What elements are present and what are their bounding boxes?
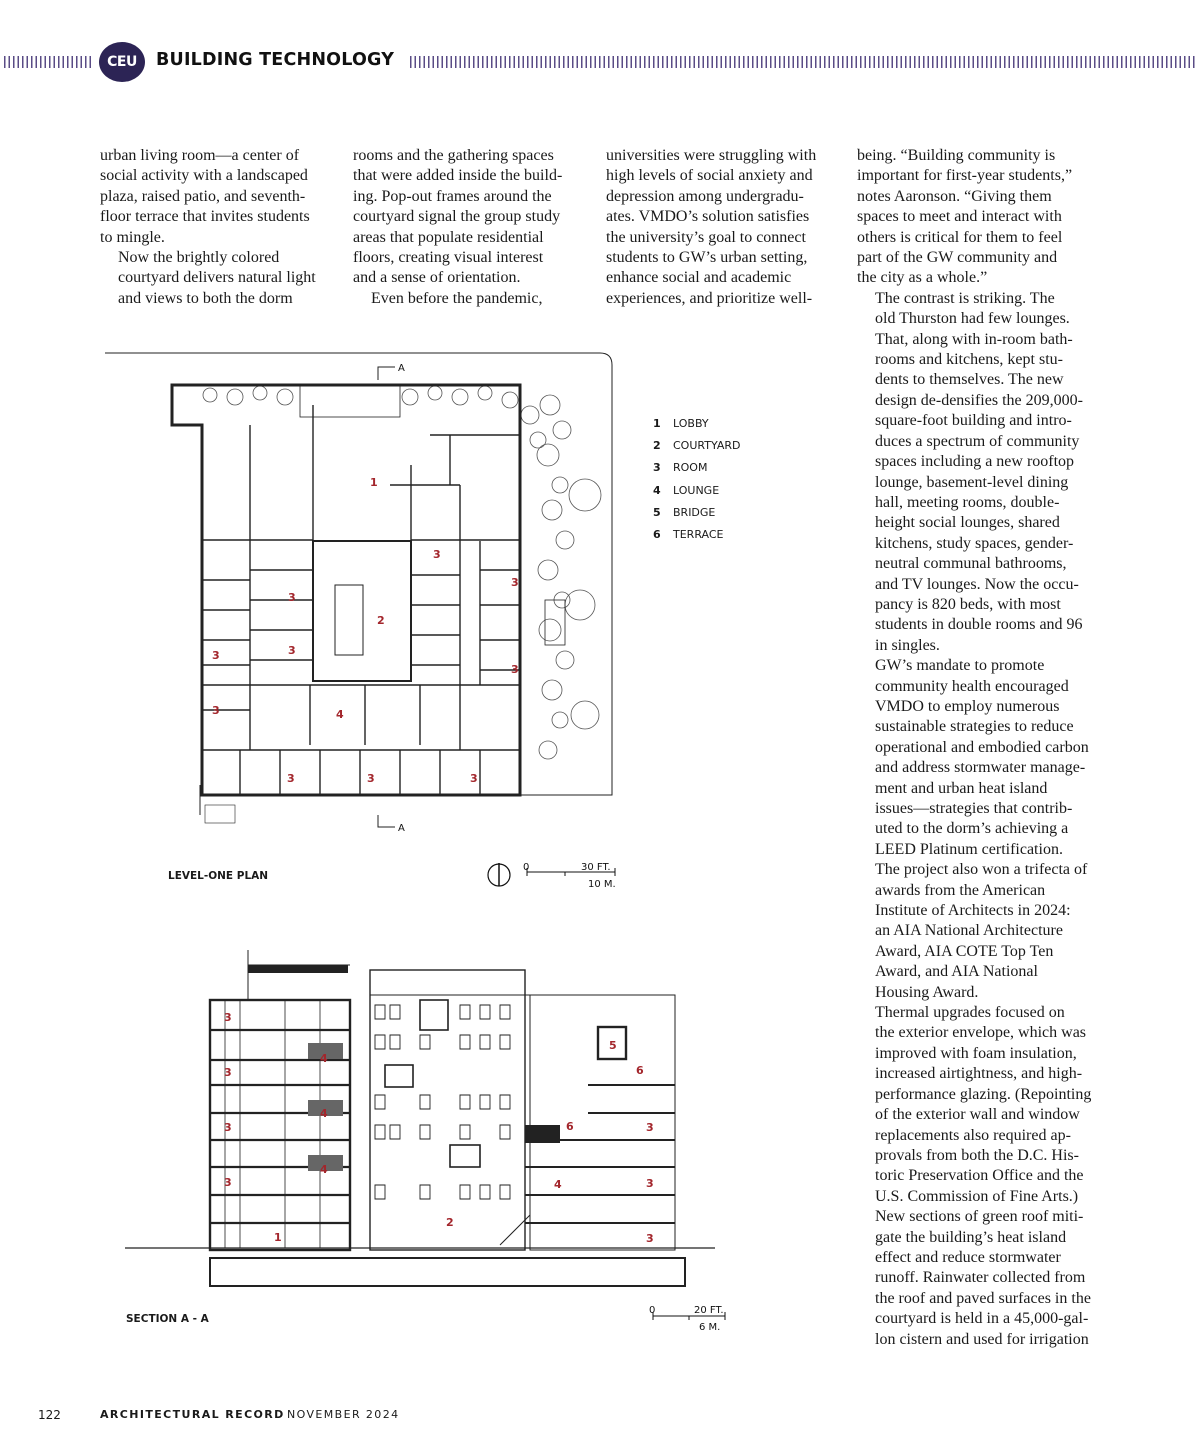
section-room-number: 3 xyxy=(224,1011,232,1024)
text-line: students in double rooms and 96 xyxy=(875,616,1083,634)
section-a-a-drawing xyxy=(120,945,720,1290)
text-line: design de-densifies the 209,000- xyxy=(875,391,1083,409)
header-rule-left xyxy=(4,56,92,68)
body-paragraph xyxy=(857,656,1097,1003)
legend-label: COURTYARD xyxy=(673,439,741,453)
body-paragraph xyxy=(100,248,335,309)
text-line: plaza, raised patio, and seventh- xyxy=(100,187,306,205)
text-line: part of the GW community and xyxy=(857,249,1058,267)
text-line: Now the brightly colored xyxy=(118,249,280,267)
body-paragraph xyxy=(857,289,1097,656)
text-line: New sections of green roof miti- xyxy=(875,1208,1084,1226)
text-line: lounge, basement-level dining xyxy=(875,473,1069,491)
text-line: gate the building’s heat island xyxy=(875,1228,1067,1246)
text-line: that were added inside the build- xyxy=(353,167,563,185)
text-line: sustainable strategies to reduce xyxy=(875,718,1074,736)
text-line: awards from the American xyxy=(875,881,1046,899)
plan-room-number: 3 xyxy=(367,772,375,785)
header-rule-right xyxy=(410,56,1196,68)
text-line: neutral communal bathrooms, xyxy=(875,555,1067,573)
section-room-number: 3 xyxy=(224,1176,232,1189)
plan-room-number: 3 xyxy=(212,704,220,717)
text-column-4 xyxy=(857,146,1097,1350)
text-line: That, along with in-room bath- xyxy=(875,330,1073,348)
plan-room-number: 3 xyxy=(288,591,296,604)
body-paragraph xyxy=(353,289,588,309)
text-line: and views to both the dorm xyxy=(118,289,293,307)
section-scale-bar xyxy=(645,1300,735,1335)
section-room-number: 3 xyxy=(224,1066,232,1079)
text-line: GW’s mandate to promote xyxy=(875,657,1045,675)
text-line: in singles. xyxy=(875,636,940,654)
text-line: social activity with a landscaped xyxy=(100,167,308,185)
text-column-2 xyxy=(353,146,588,309)
text-line: improved with foam insulation, xyxy=(875,1044,1077,1062)
text-line: old Thurston had few lounges. xyxy=(875,310,1070,328)
text-line: areas that populate residential xyxy=(353,228,544,246)
text-line: toric Preservation Office and the xyxy=(875,1167,1084,1185)
legend-number: 2 xyxy=(653,439,661,453)
text-line: floors, creating visual interest xyxy=(353,249,544,267)
page-number: 122 xyxy=(38,1408,61,1422)
plan-room-number: 3 xyxy=(470,772,478,785)
section-room-number: 3 xyxy=(646,1232,654,1245)
text-line: ing. Pop-out frames around the xyxy=(353,187,552,205)
text-line: duces a spectrum of community xyxy=(875,432,1080,450)
text-line: the roof and paved surfaces in the xyxy=(875,1289,1091,1307)
legend-label: LOBBY xyxy=(673,417,709,430)
text-line: others is critical for them to feel xyxy=(857,228,1063,246)
section-marker-top: A xyxy=(398,363,405,374)
legend-item xyxy=(653,461,740,483)
text-line: U.S. Commission of Fine Arts.) xyxy=(875,1187,1079,1205)
text-line: enhance social and academic xyxy=(606,269,792,287)
text-line: LEED Platinum certification. xyxy=(875,840,1063,858)
text-line: depression among undergradu- xyxy=(606,187,804,205)
magazine-name: ARCHITECTURAL RECORD xyxy=(100,1408,285,1421)
text-column-3 xyxy=(606,146,841,309)
section-scale-feet: 20 FT. xyxy=(694,1305,724,1316)
plan-scale-zero: 0 xyxy=(523,862,530,873)
text-line: the exterior envelope, which was xyxy=(875,1024,1087,1042)
section-room-number: 6 xyxy=(566,1120,574,1133)
plan-scale-meters: 10 M. xyxy=(588,879,616,890)
plan-room-number: 1 xyxy=(370,476,378,489)
ceu-badge: CEU xyxy=(99,42,145,82)
text-line: ates. VMDO’s solution satisfies xyxy=(606,208,810,226)
text-line: effect and reduce stormwater xyxy=(875,1248,1061,1266)
section-room-number: 3 xyxy=(646,1177,654,1190)
text-line: urban living room—a center of xyxy=(100,147,300,164)
text-line: height social lounges, shared xyxy=(875,514,1060,532)
section-scale-meters: 6 M. xyxy=(699,1322,721,1333)
text-line: uted to the dorm’s achieving a xyxy=(875,820,1069,838)
legend-item xyxy=(653,417,740,439)
text-line: spaces including a new rooftop xyxy=(875,453,1075,471)
body-paragraph xyxy=(353,146,588,289)
text-line: operational and embodied carbon xyxy=(875,738,1089,756)
text-line: courtyard delivers natural light xyxy=(118,269,316,287)
legend-number: 4 xyxy=(653,483,661,497)
text-line: students to GW’s urban setting, xyxy=(606,249,808,267)
text-line: Award, and AIA National xyxy=(875,963,1038,981)
section-room-number: 2 xyxy=(446,1216,454,1229)
text-line: dents to themselves. The new xyxy=(875,371,1064,389)
text-line: universities were struggling with xyxy=(606,147,817,164)
legend-item xyxy=(653,484,740,506)
level-one-plan-drawing xyxy=(100,345,620,850)
legend-label: ROOM xyxy=(673,461,708,475)
text-line: of the exterior wall and window xyxy=(875,1106,1080,1124)
text-line: high levels of social anxiety and xyxy=(606,167,813,185)
issue-date: NOVEMBER 2024 xyxy=(287,1408,400,1421)
text-line: performance glazing. (Repointing xyxy=(875,1085,1092,1103)
text-line: being. “Building community is xyxy=(857,147,1056,164)
text-line: community health encouraged xyxy=(875,677,1069,695)
text-line: runoff. Rainwater collected from xyxy=(875,1269,1086,1287)
section-title: BUILDING TECHNOLOGY xyxy=(156,50,395,70)
section-header xyxy=(0,42,1200,82)
plan-room-number: 3 xyxy=(511,576,519,589)
legend-number: 6 xyxy=(653,527,661,541)
body-paragraph xyxy=(857,1003,1097,1350)
plan-room-number: 2 xyxy=(377,614,385,627)
section-room-number: 3 xyxy=(224,1121,232,1134)
text-line: important for first-year students,” xyxy=(857,167,1073,185)
legend-number: 3 xyxy=(653,461,661,475)
text-line: to mingle. xyxy=(100,228,165,246)
text-line: and TV lounges. Now the occu- xyxy=(875,575,1079,593)
section-scale-zero: 0 xyxy=(649,1305,656,1316)
section-room-number: 4 xyxy=(554,1178,562,1191)
text-line: The contrast is striking. The xyxy=(875,289,1055,307)
section-room-number: 1 xyxy=(274,1231,282,1244)
text-line: The project also won a trifecta of xyxy=(875,861,1088,879)
section-room-number: 4 xyxy=(320,1107,328,1120)
text-line: and address stormwater manage- xyxy=(875,759,1086,777)
text-line: rooms and the gathering spaces xyxy=(353,147,554,164)
text-line: replacements also required ap- xyxy=(875,1126,1071,1144)
text-line: experiences, and prioritize well- xyxy=(606,289,813,307)
text-line: kitchens, study spaces, gender- xyxy=(875,534,1074,552)
text-line: floor terrace that invites students xyxy=(100,208,310,226)
legend-label: BRIDGE xyxy=(673,505,716,519)
legend-number: 1 xyxy=(653,417,661,430)
text-line: an AIA National Architecture xyxy=(875,922,1063,940)
legend-label: TERRACE xyxy=(673,527,724,541)
text-line: courtyard signal the group study xyxy=(353,208,561,226)
text-line: lon cistern and used for irrigation xyxy=(875,1330,1089,1348)
body-paragraph xyxy=(857,146,1097,289)
text-line: pancy is 820 beds, with most xyxy=(875,595,1061,613)
text-line: VMDO to employ numerous xyxy=(875,697,1060,715)
body-paragraph xyxy=(606,146,841,309)
text-line: issues—strategies that contrib- xyxy=(875,800,1073,817)
text-line: square-foot building and intro- xyxy=(875,412,1072,430)
plan-room-number: 3 xyxy=(511,663,519,676)
legend-item xyxy=(653,506,740,528)
legend-label: LOUNGE xyxy=(673,483,720,497)
text-line: provals from both the D.C. His- xyxy=(875,1146,1079,1164)
text-line: Even before the pandemic, xyxy=(371,289,543,307)
text-line: the city as a whole.” xyxy=(857,269,988,287)
text-line: notes Aaronson. “Giving them xyxy=(857,187,1052,205)
text-line: and a sense of orientation. xyxy=(353,269,521,287)
plan-scale-bar xyxy=(485,858,625,893)
legend-number: 5 xyxy=(653,505,661,519)
text-line: Thermal upgrades focused on xyxy=(875,1004,1065,1022)
text-line: Award, AIA COTE Top Ten xyxy=(875,942,1054,960)
section-room-number: 4 xyxy=(320,1052,328,1065)
plan-room-number: 3 xyxy=(433,548,441,561)
plan-room-number: 4 xyxy=(336,708,344,721)
legend-item xyxy=(653,528,740,550)
section-room-number: 4 xyxy=(320,1163,328,1176)
plan-room-number: 3 xyxy=(287,772,295,785)
text-line: hall, meeting rooms, double- xyxy=(875,493,1060,511)
text-line: Housing Award. xyxy=(875,983,979,1001)
plan-scale-feet: 30 FT. xyxy=(581,862,611,873)
text-line: increased airtightness, and high- xyxy=(875,1065,1083,1083)
text-line: ment and urban heat island xyxy=(875,779,1048,797)
section-room-number: 3 xyxy=(646,1121,654,1134)
section-room-number: 5 xyxy=(609,1039,617,1052)
section-marker-bottom: A xyxy=(398,823,405,834)
text-line: spaces to meet and interact with xyxy=(857,208,1062,226)
text-line: courtyard is held in a 45,000-gal- xyxy=(875,1310,1089,1328)
text-line: rooms and kitchens, kept stu- xyxy=(875,351,1063,369)
text-line: Institute of Architects in 2024: xyxy=(875,902,1071,920)
section-room-number: 6 xyxy=(636,1064,644,1077)
room-legend xyxy=(653,417,740,550)
text-line: the university’s goal to connect xyxy=(606,228,806,246)
body-paragraph xyxy=(100,146,335,248)
plan-room-number: 3 xyxy=(288,644,296,657)
plan-room-number: 3 xyxy=(212,649,220,662)
section-caption: SECTION A - A xyxy=(126,1313,209,1325)
plan-caption: LEVEL-ONE PLAN xyxy=(168,870,269,882)
text-column-1 xyxy=(100,146,335,309)
legend-item xyxy=(653,439,740,461)
